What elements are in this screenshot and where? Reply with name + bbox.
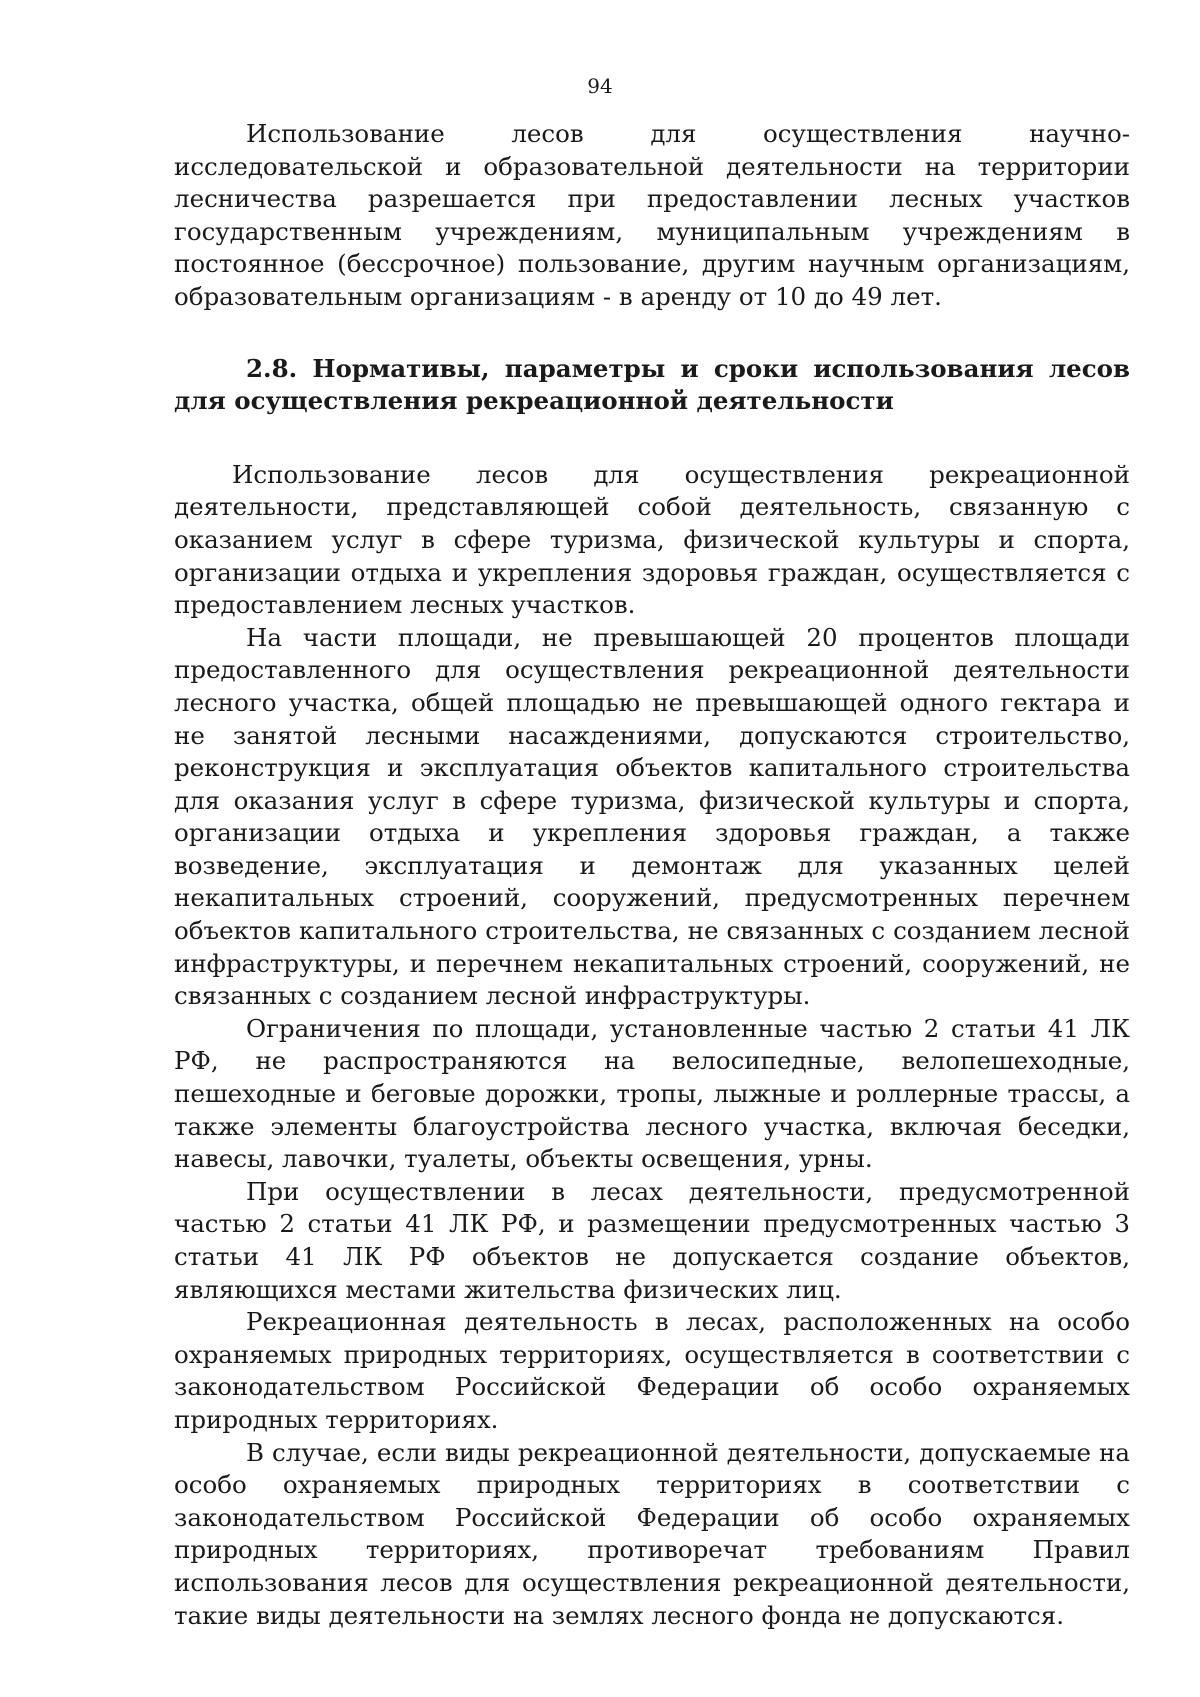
paragraph-recreation-definition: Использование лесов для осуществления рекреационной деятельности, представляющей собой деятельность, связанную с оказанием услуг в сфере туризма, физической культуры и спорта, организации отдыха и укрепления здоровья граждан, осуществляется с предоставлением лесных участков. — [174, 459, 1130, 620]
document-body — [174, 118, 1130, 1632]
paragraph-capital-construction: На части площади, не превышающей 20 процентов площади предоставленного для осуществления рекреационной деятельности лесного участка, общей площадью не превышающей одного гектара и не занятой лесными насаждениями, допускаются строительство, реконструкция и эксплуатация объектов капитального строительства для оказания услуг в сфере туризма, физической культуры и спорта, организации отдыха и укрепления здоровья граждан, а также возведение, эксплуатация и демонтаж для указанных целей некапитальных строений, сооружений, предусмотренных перечнем объектов капитального строительства, не связанных с созданием лесной инфраструктуры, и перечнем некапитальных строений, сооружений, не связанных с созданием лесной инфраструктуры. — [174, 622, 1130, 1011]
paragraph-protected-territories: Рекреационная деятельность в лесах, расположенных на особо охраняемых природных территориях, осуществляется в соответствии с законодательством Российской Федерации об особо охраняемых природных территориях. — [174, 1307, 1130, 1434]
paragraph-conflicting-activities: В случае, если виды рекреационной деятельности, допускаемые на особо охраняемых природных территориях в соответствии с законодательством Российской Федерации об особо охраняемых природных территориях, противоречат требованиям Правил использования лесов для осуществления рекреационной деятельности, такие виды деятельности на землях лесного фонда не допускаются. — [174, 1437, 1130, 1630]
paragraph-research-education: Использование лесов для осуществления научно-исследовательской и образовательной деятельности на территории лесничества разрешается при предоставлении лесных участков государственным учреждениям, муниципальным учреждениям в постоянное (бессрочное) пользование, другим научным организациям, образовательным организациям - в аренду от 10 до 49 лет. — [174, 119, 1130, 311]
paragraph-area-restrictions: Ограничения по площади, установленные частью 2 статьи 41 ЛК РФ, не распространяются на велосипедные, велопешеходные, пешеходные и беговые дорожки, тропы, лыжные и роллерные трассы, а также элементы благоустройства лесного участка, включая беседки, навесы, лавочки, туалеты, объекты освещения, урны. — [174, 1013, 1130, 1174]
paragraph-residence-prohibition: При осуществлении в лесах деятельности, предусмотренной частью 2 статьи 41 ЛК РФ, и размещении предусмотренных частью 3 статьи 41 ЛК РФ объектов не допускается создание объектов, являющихся местами жительства физических лиц. — [174, 1176, 1130, 1304]
section-heading: 2.8. Нормативы, параметры и сроки использования лесов для осуществления рекреационной деятельности — [174, 353, 1130, 416]
page-number: 94 — [587, 74, 613, 98]
